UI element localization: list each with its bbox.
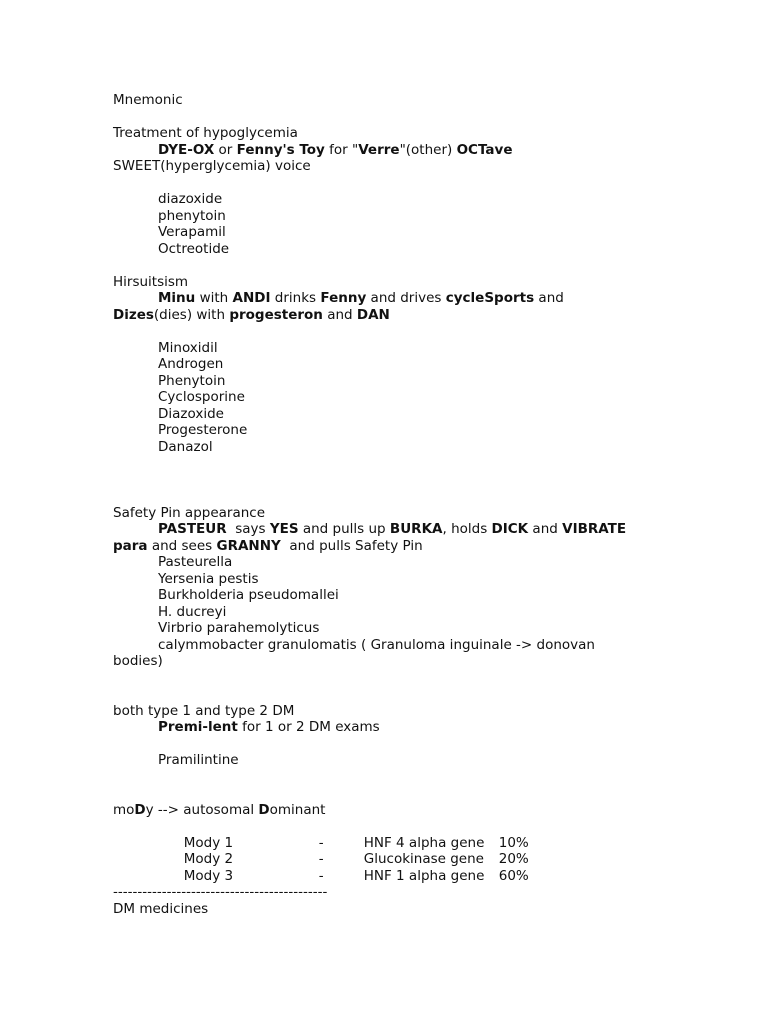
hirsutism-mnemonic-cont (113, 307, 673, 324)
text-run: with (195, 290, 233, 306)
text-run: and pulls up (298, 521, 390, 537)
text-run: for " (324, 141, 359, 158)
hypoglycemia-mnemonic (113, 142, 673, 159)
bold-text: para (113, 537, 148, 554)
text-run: and drives (366, 290, 446, 306)
drug-item: Minoxidil (158, 339, 218, 356)
text-run: says (226, 521, 270, 537)
mody-table (113, 818, 673, 884)
mody-gene: HNF 1 alpha gene (363, 867, 485, 884)
safety-pin-mnemonic-cont (113, 538, 673, 555)
text-run: mo (113, 801, 135, 818)
text-run: y --> autosomal (145, 801, 259, 818)
bold-text: Verre (358, 141, 400, 158)
organism-item: Pasteurella (158, 554, 233, 570)
bold-text: PASTEUR (158, 521, 227, 537)
mody-name: Mody 2 (183, 851, 234, 867)
mody-name: Mody 3 (183, 867, 234, 884)
text-run: and pulls Safety Pin (280, 537, 423, 554)
mody-sep: - (318, 851, 324, 867)
mody-gene: Glucokinase gene (363, 851, 484, 867)
mody-pct: 60% (498, 867, 529, 884)
bold-text: cycleSports (445, 290, 535, 306)
bold-text: D (258, 801, 270, 818)
text-run: (dies) with (153, 306, 230, 323)
organism-item: Burkholderia pseudomallei (158, 587, 339, 603)
hypoglycemia-title: Treatment of hypoglycemia (113, 125, 298, 141)
dm-medicines-title: DM medicines (113, 900, 209, 917)
dm-drug: Pramilintine (158, 752, 239, 768)
bold-text: BURKA (389, 521, 443, 537)
bold-text: OCTave (456, 141, 513, 158)
drug-item: Verapamil (158, 224, 226, 240)
organism-item-cont: bodies) (113, 653, 163, 669)
drug-item: Phenytoin (158, 372, 226, 389)
text-run: drinks (270, 290, 321, 306)
drug-item: Diazoxide (158, 405, 224, 422)
mody-title (113, 802, 673, 819)
bold-text: YES (269, 521, 299, 537)
document-body (113, 92, 673, 917)
text-run: ominant (269, 801, 326, 818)
text-run: for 1 or 2 DM exams (237, 719, 380, 735)
mody-name: Mody 1 (183, 834, 234, 851)
page-heading: Mnemonic (113, 92, 183, 108)
hirsutism-title: Hirsuitsism (113, 273, 189, 290)
bold-text: progesteron (229, 306, 323, 323)
text-run: "(other) (399, 141, 457, 158)
mody-gene: HNF 4 alpha gene (363, 834, 485, 851)
mody-pct: 20% (498, 851, 529, 867)
drug-item: phenytoin (158, 207, 226, 224)
hirsutism-drug-list (113, 340, 673, 456)
text-run: or (214, 141, 237, 158)
mody-row (113, 818, 673, 851)
drug-item: Progesterone (158, 422, 248, 438)
drug-item: diazoxide (158, 191, 223, 207)
text-run: , holds (442, 521, 492, 537)
text-run: and (534, 290, 564, 306)
dm-title: both type 1 and type 2 DM (113, 702, 295, 719)
bold-text: DAN (356, 306, 390, 323)
safety-pin-title: Safety Pin appearance (113, 504, 266, 521)
divider-line: -------------------------------------------- (113, 884, 328, 900)
bold-text: DYE-OX (158, 141, 215, 158)
bold-text: Fenny's Toy (236, 141, 325, 158)
text-run: and (322, 306, 357, 323)
dm-mnemonic (113, 719, 673, 736)
mody-pct: 10% (498, 834, 529, 851)
text-run: and sees (147, 537, 217, 554)
safety-pin-organism-list (113, 554, 673, 653)
bold-text: D (134, 801, 146, 818)
bold-text: Premi-lent (158, 719, 238, 735)
bold-text: Dizes (113, 306, 154, 323)
bold-text: GRANNY (216, 537, 281, 554)
bold-text: Fenny (320, 290, 367, 306)
bold-text: Minu (158, 290, 196, 306)
hypoglycemia-drug-list (113, 191, 673, 257)
bold-text: VIBRATE (562, 521, 627, 537)
drug-item: Octreotide (158, 240, 230, 257)
bold-text: ANDI (232, 290, 271, 306)
safety-pin-mnemonic (113, 521, 673, 538)
organism-item: Yersenia pestis (158, 570, 259, 587)
mody-sep: - (318, 867, 324, 884)
hypoglycemia-mnemonic-cont: SWEET(hyperglycemia) voice (113, 158, 311, 174)
drug-item: Androgen (158, 356, 224, 372)
bold-text: DICK (491, 521, 529, 537)
drug-item: Cyclosporine (158, 389, 245, 405)
text-run: and (528, 521, 563, 537)
mody-sep: - (318, 834, 324, 851)
hirsutism-mnemonic (113, 290, 673, 307)
organism-item: calymmobacter granulomatis ( Granuloma inguinale -> donovan (158, 636, 595, 653)
organism-item: Virbrio parahemolyticus (158, 620, 320, 636)
drug-item: Danazol (158, 438, 213, 455)
organism-item: H. ducreyi (158, 603, 227, 620)
